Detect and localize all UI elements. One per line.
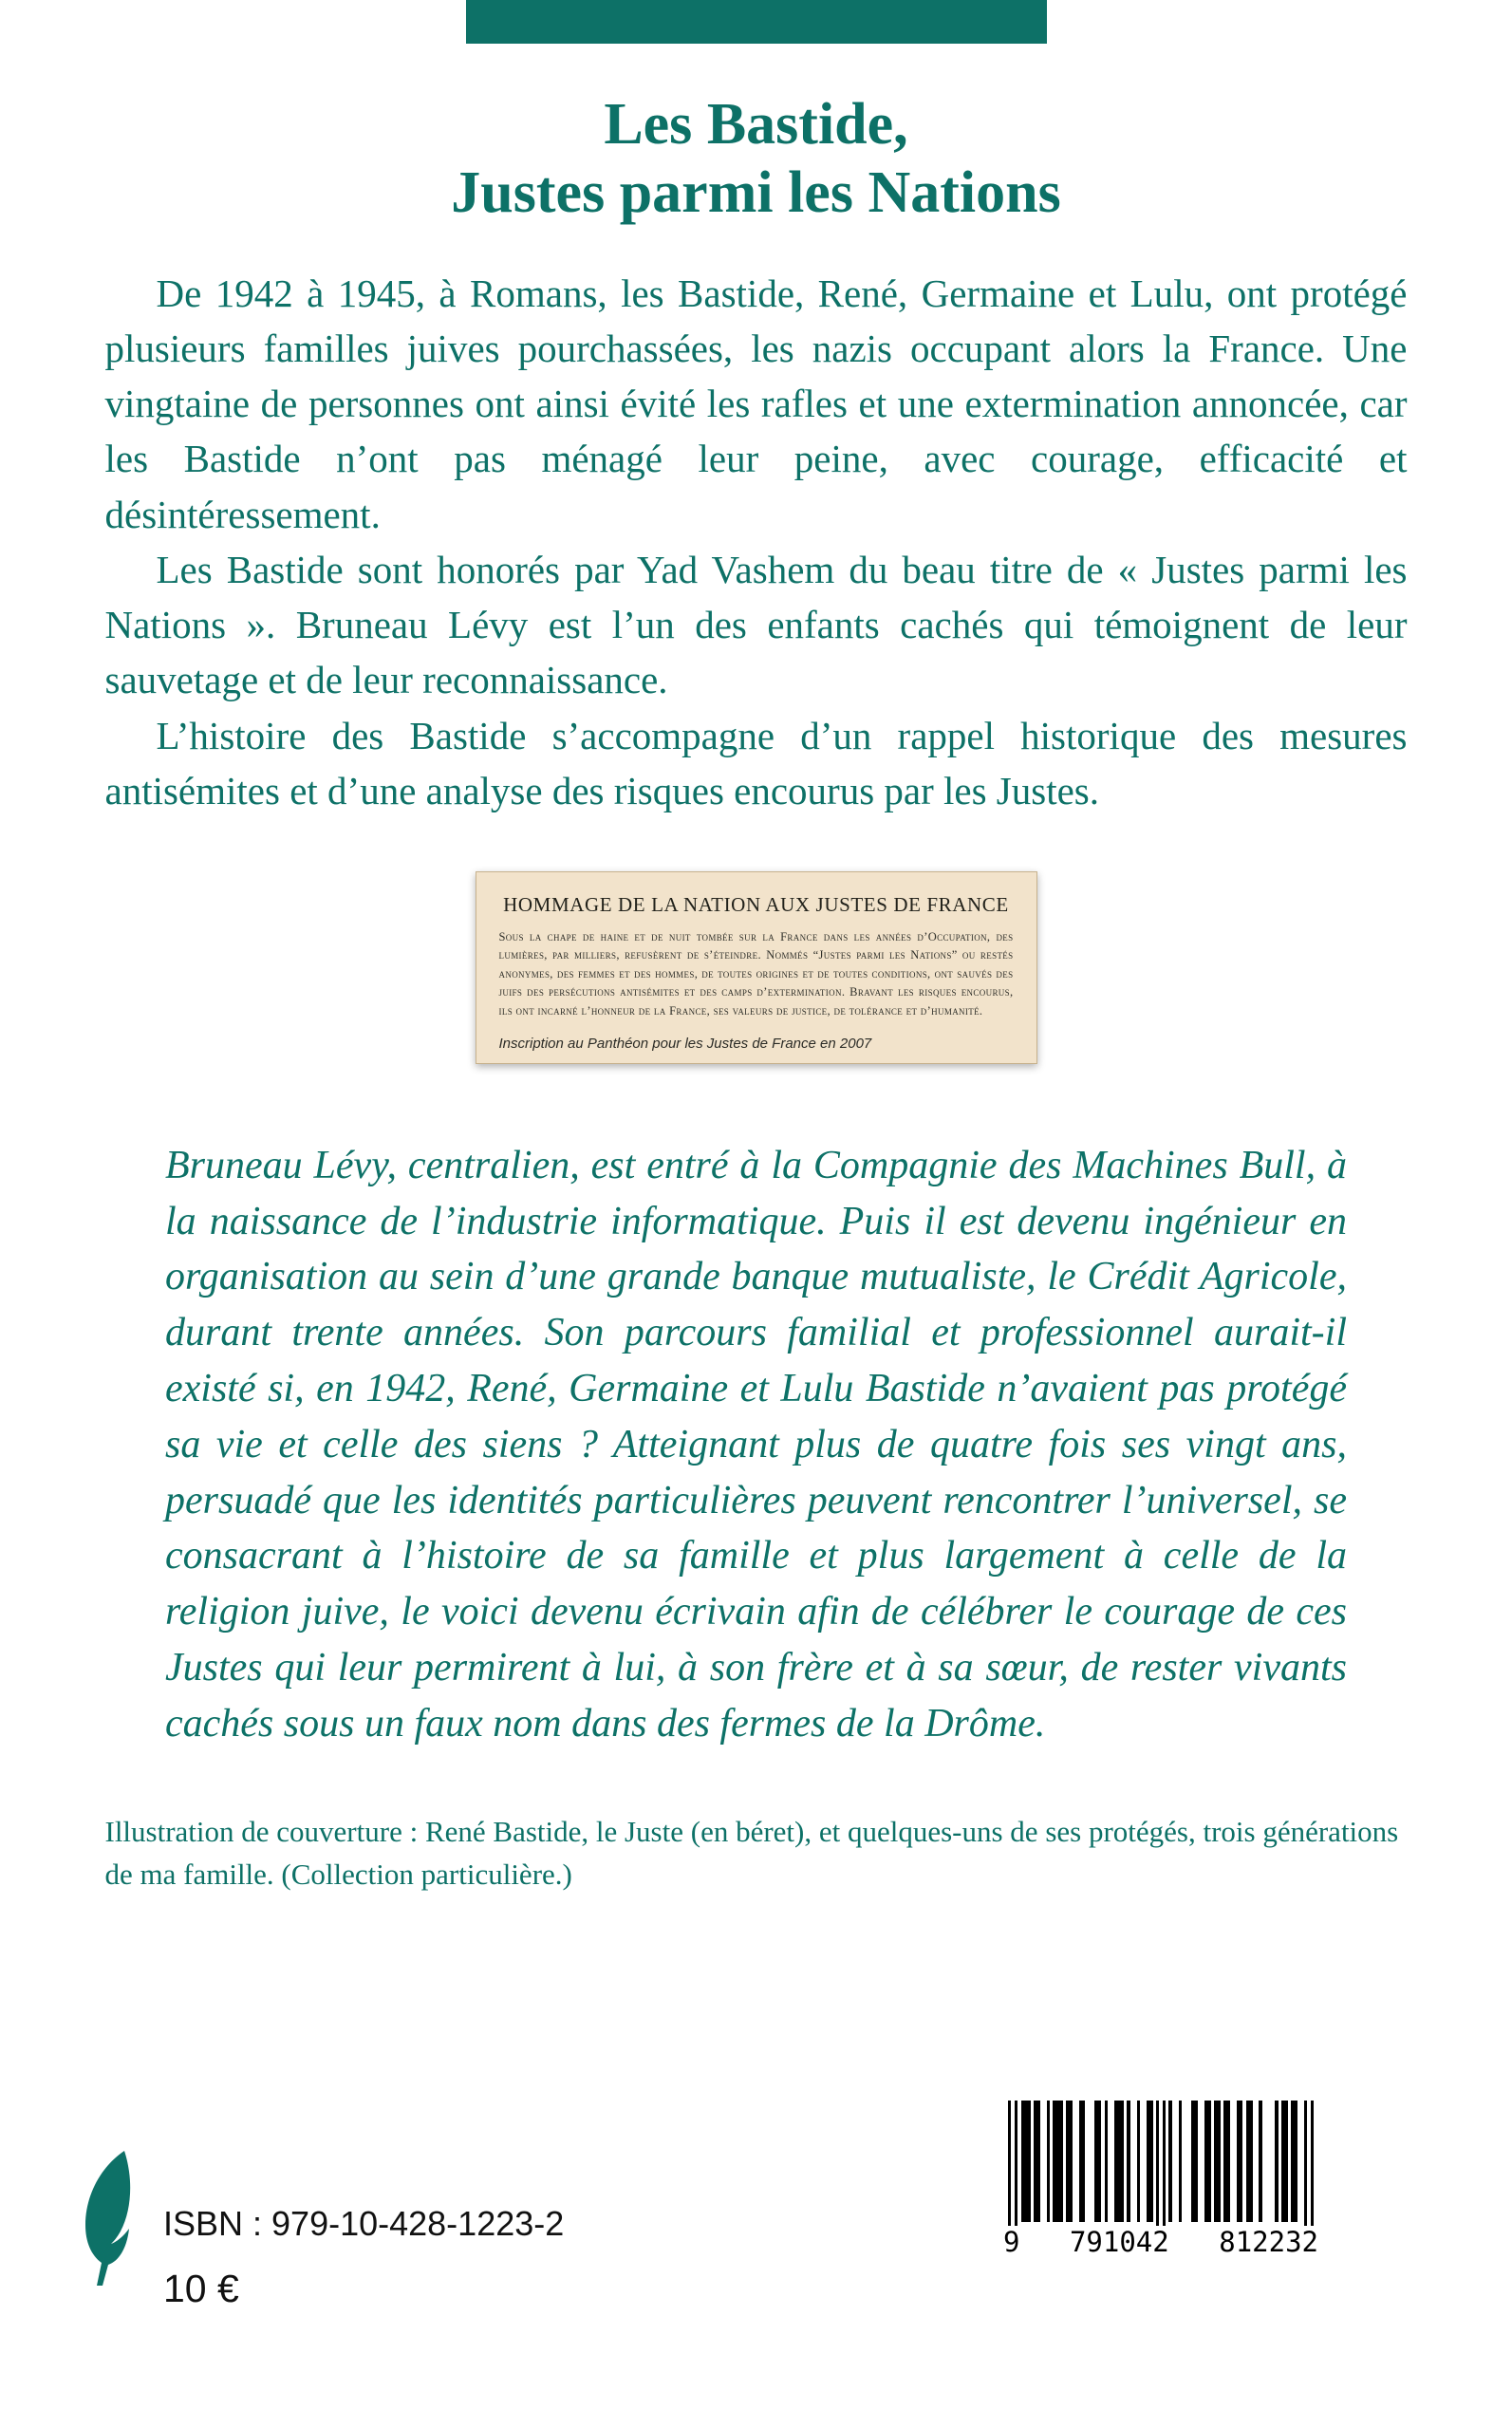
plaque-body-text: Sous la chape de haine et de nuit tombée sur la France dans les années d’Occupation, des lumières, par milliers, refusèrent de s’éteindre. Nommés “Justes parmi les Nations” ou restés anonymes, des femmes et des hommes, de toutes origines et de toutes conditions, ont sauvés des juifs des persécutions antisémites et des camps d’extermination. Bravant les risques encourus, ils ont incarné l’honneur de la France, ses valeurs de justice, de tolérance et d’humanité.	[498, 930, 1014, 1018]
synopsis-paragraph-1: De 1942 à 1945, à Romans, les Bastide, René, Germaine et Lulu, ont protégé plusieurs familles juives pourchassées, les nazis occupant alors la France. Une vingtaine de personnes ont ainsi évité les rafles et une extermination annoncée, car les Bastide n’ont pas ménagé leur peine, avec courage, efficacité et désintéressement.	[104, 271, 1408, 536]
barcode-group-2: 812232	[1215, 2226, 1322, 2258]
book-title-line-2: Justes parmi les Nations	[451, 159, 1061, 225]
plaque-caption: Inscription au Panthéon pour les Justes de France en 2007	[498, 1035, 872, 1052]
isbn-text: ISBN : 979-10-428-1223-2	[163, 2204, 565, 2243]
plaque-title: HOMMAGE DE LA NATION AUX JUSTES DE FRANCE	[503, 893, 1009, 916]
author-bio: Bruneau Lévy, centralien, est entré à la Compagnie des Machines Bull, à la naissance de l’industrie informatique. Puis il est devenu ingénieur en organisation au sein d’une grande banque mutualiste, le Crédit Agricole, durant trente années. Son parcours familial et professionnel aurait-il existé si, en 1942, René, Germaine et Lulu Bastide n’avaient pas protégé sa vie et celle des siens ? Atteignant plus de quatre fois ses vingt ans, persuadé que les identités particulières peuvent rencontrer l’universel, se consacrant à l’histoire de sa famille et plus largement à celle de la religion juive, le voici devenu écrivain afin de célébrer le courage de ces Justes qui leur permirent à lui, à son frère et à sa sœur, de rester vivants cachés sous un faux nom dans des fermes de la Drôme.	[165, 1143, 1347, 1746]
barcode-bar	[1311, 2101, 1314, 2241]
synopsis-paragraph-2: Les Bastide sont honorés par Yad Vashem du beau titre de « Justes parmi les Nations ». Bruneau Lévy est l’un des enfants cachés qui témoignent de leur sauvetage et de leur reconnaissance.	[104, 547, 1408, 702]
barcode-lead-digit: 9	[999, 2226, 1023, 2258]
pantheon-plaque	[476, 871, 1037, 1064]
publisher-feather-logo	[72, 2147, 140, 2289]
cover-illustration-credit: Illustration de couverture : René Bastide, le Juste (en béret), et quelques-uns de ses protégés, trois générations de ma famille. (Collection particulière.)	[104, 1814, 1399, 1891]
barcode-bars	[1008, 2101, 1314, 2241]
price-text: 10 €	[163, 2267, 239, 2310]
feather-icon	[72, 2147, 140, 2289]
cover-accent-bar	[466, 0, 1047, 44]
pantheon-plaque-photo	[476, 871, 1037, 1064]
barcode	[989, 2093, 1333, 2304]
synopsis	[105, 266, 1408, 818]
barcode-group-1: 791042	[1066, 2226, 1173, 2258]
book-title-line-1: Les Bastide,	[604, 92, 908, 157]
book-title	[0, 91, 1512, 228]
barcode-digits	[999, 2226, 1322, 2258]
synopsis-paragraph-3: L’histoire des Bastide s’accompagne d’un rappel historique des mesures antisémites et d’une analyse des risques encourus par les Justes.	[104, 713, 1408, 812]
